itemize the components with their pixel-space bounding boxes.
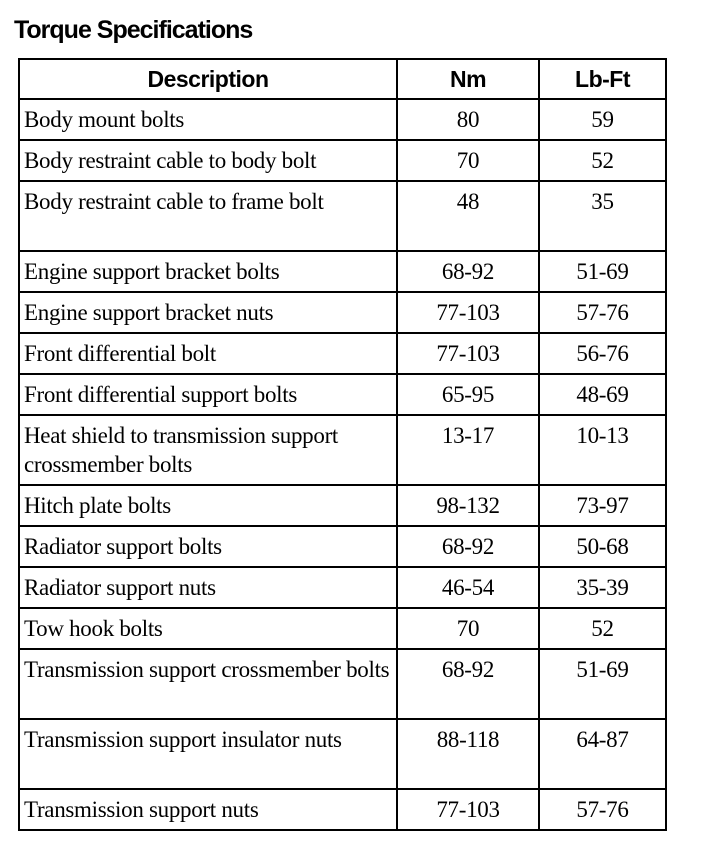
cell-nm: 88-118 (397, 719, 539, 789)
table-row (19, 608, 666, 649)
cell-lbft: 35-39 (539, 567, 666, 608)
table-row (19, 374, 666, 415)
cell-description: Tow hook bolts (19, 608, 397, 649)
cell-description: Front differential bolt (19, 333, 397, 374)
cell-nm: 68-92 (397, 649, 539, 719)
cell-nm: 77-103 (397, 292, 539, 333)
cell-lbft: 59 (539, 99, 666, 140)
cell-lbft: 35 (539, 181, 666, 251)
header-description: Description (19, 59, 397, 99)
cell-lbft: 56-76 (539, 333, 666, 374)
cell-lbft: 57-76 (539, 292, 666, 333)
cell-description: Transmission support nuts (19, 789, 397, 830)
table-row (19, 333, 666, 374)
table-row (19, 526, 666, 567)
cell-description: Engine support bracket nuts (19, 292, 397, 333)
cell-description: Engine support bracket bolts (19, 251, 397, 292)
table-row (19, 251, 666, 292)
cell-nm: 70 (397, 608, 539, 649)
table-row (19, 140, 666, 181)
cell-nm: 98-132 (397, 485, 539, 526)
cell-lbft: 51-69 (539, 649, 666, 719)
table-row (19, 99, 666, 140)
cell-nm: 46-54 (397, 567, 539, 608)
cell-nm: 77-103 (397, 333, 539, 374)
table-row (19, 181, 666, 251)
cell-lbft: 50-68 (539, 526, 666, 567)
cell-description: Body restraint cable to body bolt (19, 140, 397, 181)
cell-description: Radiator support nuts (19, 567, 397, 608)
cell-description: Transmission support insulator nuts (19, 719, 397, 789)
cell-description: Radiator support bolts (19, 526, 397, 567)
header-nm: Nm (397, 59, 539, 99)
header-row (19, 59, 666, 99)
cell-nm: 48 (397, 181, 539, 251)
table-body (19, 99, 666, 830)
cell-nm: 68-92 (397, 526, 539, 567)
cell-lbft: 52 (539, 140, 666, 181)
table-row (19, 292, 666, 333)
cell-description: Front differential support bolts (19, 374, 397, 415)
table-header (19, 59, 666, 99)
cell-description: Heat shield to transmission support crossmember bolts (19, 415, 397, 485)
cell-description: Transmission support crossmember bolts (19, 649, 397, 719)
cell-nm: 13-17 (397, 415, 539, 485)
cell-nm: 65-95 (397, 374, 539, 415)
table-row (19, 649, 666, 719)
table-row (19, 415, 666, 485)
cell-lbft: 10-13 (539, 415, 666, 485)
cell-nm: 80 (397, 99, 539, 140)
cell-description: Body restraint cable to frame bolt (19, 181, 397, 251)
table-row (19, 719, 666, 789)
cell-nm: 70 (397, 140, 539, 181)
cell-nm: 68-92 (397, 251, 539, 292)
cell-lbft: 64-87 (539, 719, 666, 789)
cell-lbft: 51-69 (539, 251, 666, 292)
header-lbft: Lb-Ft (539, 59, 666, 99)
table-row (19, 485, 666, 526)
cell-lbft: 48-69 (539, 374, 666, 415)
table-row (19, 789, 666, 830)
table-row (19, 567, 666, 608)
page-title: Torque Specifications (14, 16, 253, 44)
cell-lbft: 73-97 (539, 485, 666, 526)
cell-lbft: 57-76 (539, 789, 666, 830)
torque-spec-table (18, 58, 667, 831)
cell-description: Body mount bolts (19, 99, 397, 140)
cell-description: Hitch plate bolts (19, 485, 397, 526)
cell-lbft: 52 (539, 608, 666, 649)
cell-nm: 77-103 (397, 789, 539, 830)
